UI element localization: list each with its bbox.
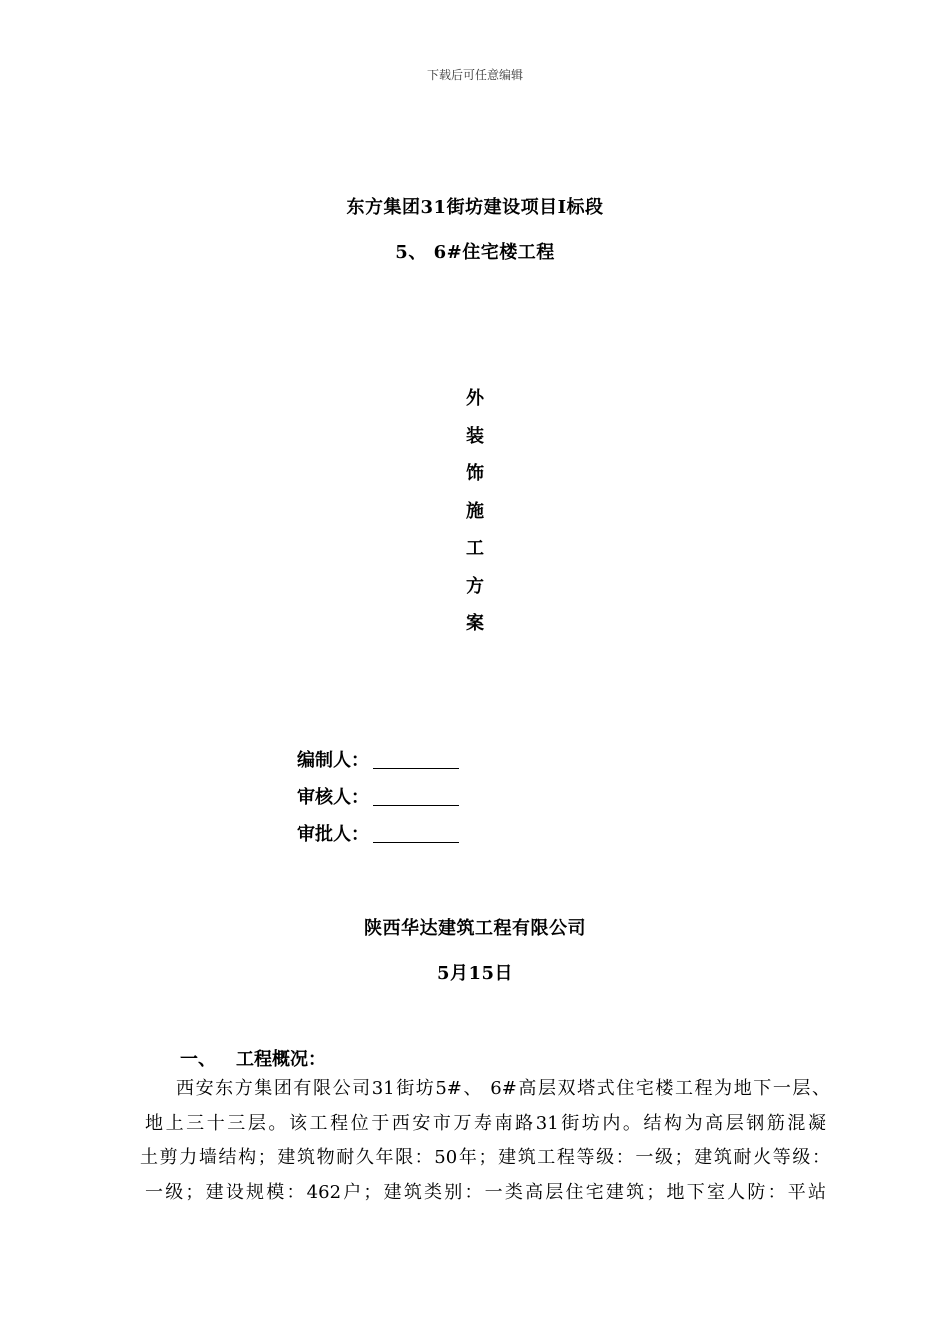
project-overview-paragraph	[140, 1072, 830, 1210]
signature-block	[297, 742, 459, 853]
document-type-char: 工	[466, 538, 484, 559]
project-title: 东方集团31街坊建设项目Ⅰ标段	[346, 197, 604, 218]
company-name: 陕西华达建筑工程有限公司	[364, 918, 586, 939]
section-heading	[180, 1045, 326, 1071]
section-number: 一、	[180, 1049, 216, 1070]
section-title: 工程概况：	[236, 1049, 326, 1070]
paragraph-line: 土剪力墙结构；建筑物耐久年限：50年；建筑工程等级：一级；建筑耐火等级：	[140, 1147, 830, 1168]
document-type-char: 案	[466, 613, 484, 634]
signature-row-compiler	[297, 742, 459, 779]
document-type-char: 装	[466, 425, 484, 447]
document-type-char: 方	[466, 575, 484, 597]
paragraph-line: 地上三十三层。该工程位于西安市万寿南路31街坊内。结构为高层钢筋混凝	[145, 1112, 826, 1134]
document-type-char: 外	[466, 388, 484, 409]
paragraph-line: 一级；建设规模：462户；建筑类别：一类高层住宅建筑；地下室人防：平站	[145, 1181, 826, 1203]
document-date: 5月15日	[436, 963, 514, 984]
paragraph-line: 西安东方集团有限公司31街坊5#、 6#高层双塔式住宅楼工程为地下一层、	[176, 1078, 830, 1099]
approver-label: 审批人：	[297, 824, 369, 845]
header-note: 下载后可任意编辑	[426, 68, 523, 82]
compiler-label: 编制人：	[297, 750, 369, 771]
document-type-char: 施	[466, 500, 484, 522]
reviewer-label: 审核人：	[297, 787, 369, 808]
project-subtitle: 5、 6#住宅楼工程	[395, 242, 555, 263]
document-type-vertical	[0, 380, 950, 643]
signature-row-approver	[297, 816, 459, 853]
document-type-char: 饰	[466, 463, 484, 484]
reviewer-signature-line	[373, 785, 459, 806]
signature-row-reviewer	[297, 779, 459, 816]
approver-signature-line	[373, 822, 459, 843]
compiler-signature-line	[373, 748, 459, 769]
